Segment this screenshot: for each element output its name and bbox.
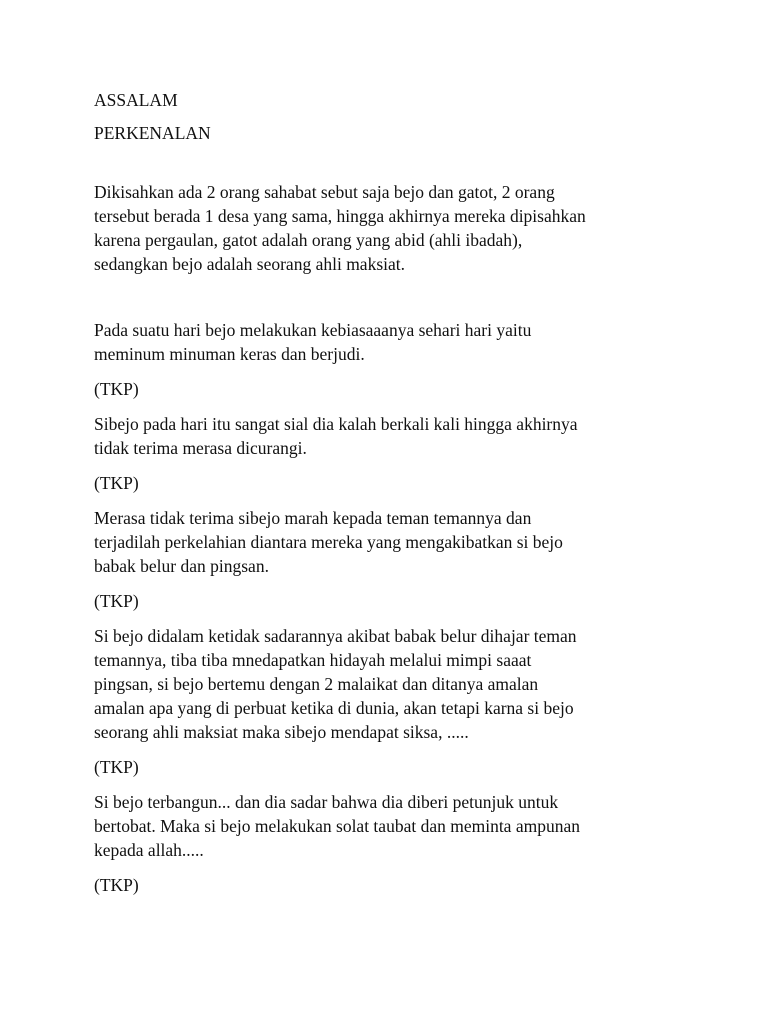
- tkp-label-2: (TKP): [94, 473, 139, 493]
- document-body: [94, 88, 694, 897]
- tkp-label-1: (TKP): [94, 379, 139, 399]
- paragraph-intro: Dikisahkan ada 2 orang sahabat sebut saja bejo dan gatot, 2 orang tersebut berada 1 desa yang sama, hingga akhirnya mereka dipisahkan karena pergaulan, gatot adalah orang yang abid (ahli ibadah), sedangkan bejo adalah seorang ahli maksiat.: [94, 182, 586, 274]
- paragraph-scene-2: Sibejo pada hari itu sangat sial dia kalah berkali kali hingga akhirnya tidak terima merasa dicurangi.: [94, 414, 578, 458]
- heading-assalam: ASSALAM: [94, 90, 178, 110]
- paragraph-scene-4: Si bejo didalam ketidak sadarannya akibat babak belur dihajar teman temannya, tiba tiba mnedapatkan hidayah melalui mimpi saaat pingsan, si bejo bertemu dengan 2 malaikat dan ditanya amalan amalan apa yang di perbuat ketika di dunia, akan tetapi karna si bejo seorang ahli maksiat maka sibejo mendapat siksa, .....: [94, 626, 577, 742]
- paragraph-scene-1: Pada suatu hari bejo melakukan kebiasaaanya sehari hari yaitu meminum minuman keras dan berjudi.: [94, 320, 532, 364]
- tkp-label-3: (TKP): [94, 591, 139, 611]
- tkp-label-4: (TKP): [94, 757, 139, 777]
- paragraph-scene-5: Si bejo terbangun... dan dia sadar bahwa dia diberi petunjuk untuk bertobat. Maka si bejo melakukan solat taubat dan meminta ampunan kepada allah.....: [94, 792, 580, 860]
- heading-perkenalan: PERKENALAN: [94, 123, 211, 143]
- paragraph-scene-3: Merasa tidak terima sibejo marah kepada teman temannya dan terjadilah perkelahian diantara mereka yang mengakibatkan si bejo babak belur dan pingsan.: [94, 508, 563, 576]
- tkp-label-5: (TKP): [94, 875, 139, 895]
